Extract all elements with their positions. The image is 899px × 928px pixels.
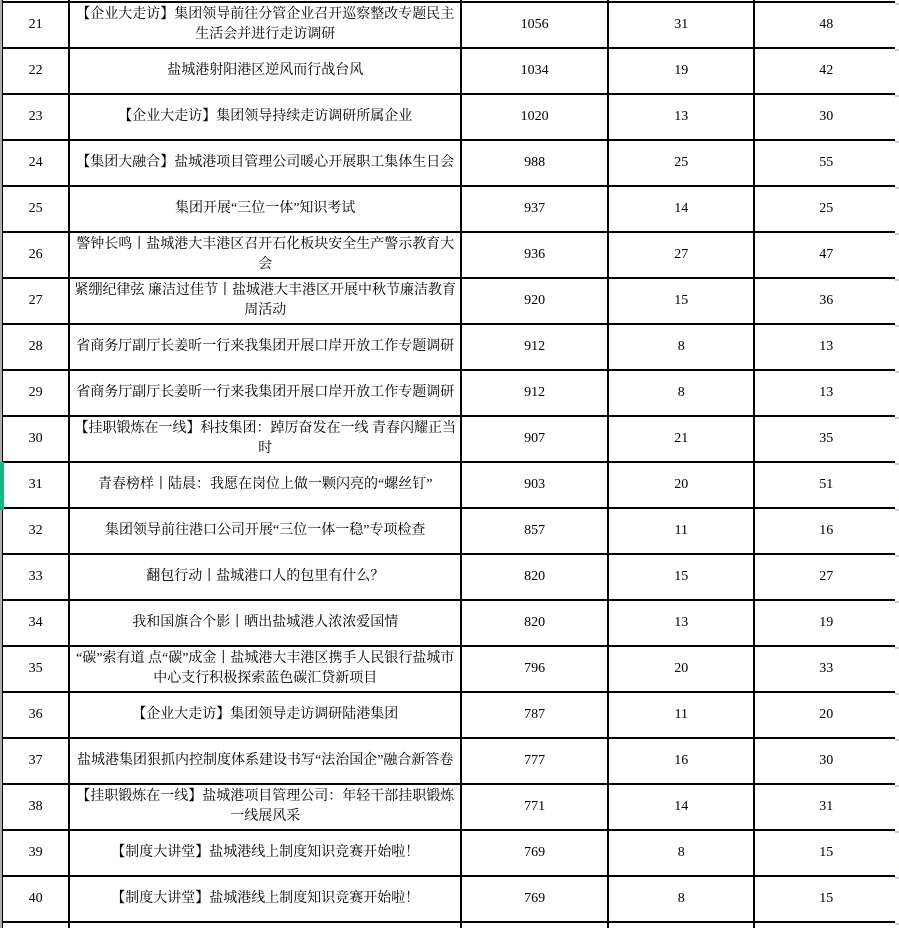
table-row [2,48,898,94]
row-index-cell[interactable]: 21 [2,2,69,48]
title-cell[interactable]: 警钟长鸣丨盐城港大丰港区召开石化板块安全生产警示教育大会 [69,232,461,278]
partial-cell [2,922,69,928]
value3-cell[interactable]: 36 [754,278,898,324]
title-cell[interactable]: 【集团大融合】盐城港项目管理公司暖心开展职工集体生日会 [69,140,461,186]
partial-cell [608,922,754,928]
table-row [2,646,898,692]
row-index-cell[interactable]: 27 [2,278,69,324]
partial-cell [754,922,898,928]
table-row [2,370,898,416]
value2-cell[interactable]: 20 [608,462,754,508]
table-row [2,94,898,140]
value2-cell[interactable]: 13 [608,94,754,140]
title-cell[interactable]: 盐城港集团狠抓内控制度体系建设书写“法治国企”融合新答卷 [69,738,461,784]
value1-cell[interactable]: 937 [461,186,608,232]
value2-cell[interactable]: 11 [608,692,754,738]
title-cell[interactable]: “碳”索有道 点“碳”成金丨盐城港大丰港区携手人民银行盐城市中心支行积极探索蓝色碳汇贷新项目 [69,646,461,692]
value1-cell[interactable]: 1056 [461,2,608,48]
row-index-cell[interactable]: 26 [2,232,69,278]
table-row [2,232,898,278]
value2-cell[interactable]: 13 [608,600,754,646]
value3-cell[interactable]: 13 [754,370,898,416]
title-cell[interactable]: 青春榜样丨陆晨：我愿在岗位上做一颗闪亮的“螺丝钉” [69,462,461,508]
value2-cell[interactable]: 11 [608,508,754,554]
row-index-cell[interactable]: 25 [2,186,69,232]
table-row [2,416,898,462]
value2-cell[interactable]: 8 [608,830,754,876]
row-index-cell[interactable]: 22 [2,48,69,94]
title-cell[interactable]: 省商务厅副厅长姜昕一行来我集团开展口岸开放工作专题调研 [69,370,461,416]
value2-cell[interactable]: 15 [608,278,754,324]
table-row [2,278,898,324]
value2-cell[interactable]: 15 [608,554,754,600]
value1-cell[interactable]: 796 [461,646,608,692]
value1-cell[interactable]: 988 [461,140,608,186]
table-row [2,784,898,830]
value3-cell[interactable]: 51 [754,462,898,508]
value2-cell[interactable]: 31 [608,2,754,48]
row-index-cell[interactable]: 36 [2,692,69,738]
value3-cell[interactable]: 33 [754,646,898,692]
title-cell[interactable]: 【企业大走访】集团领导前往分管企业召开巡察整改专题民主生活会并进行走访调研 [69,2,461,48]
table-row [2,830,898,876]
table-row [2,692,898,738]
value1-cell[interactable]: 769 [461,830,608,876]
value3-cell[interactable]: 35 [754,416,898,462]
value1-cell[interactable]: 1034 [461,48,608,94]
value3-cell[interactable]: 13 [754,324,898,370]
row-index-cell[interactable]: 35 [2,646,69,692]
table-row [2,554,898,600]
title-cell[interactable]: 【挂职锻炼在一线】科技集团：踔厉奋发在一线 青春闪耀正当时 [69,416,461,462]
title-cell[interactable]: 省商务厅副厅长姜昕一行来我集团开展口岸开放工作专题调研 [69,324,461,370]
row-index-cell[interactable]: 23 [2,94,69,140]
value2-cell[interactable]: 20 [608,646,754,692]
value3-cell[interactable]: 42 [754,48,898,94]
value1-cell[interactable]: 820 [461,600,608,646]
value2-cell[interactable]: 8 [608,324,754,370]
table-row [2,186,898,232]
value2-cell[interactable]: 25 [608,140,754,186]
table-row [2,324,898,370]
title-cell[interactable]: 【挂职锻炼在一线】盐城港项目管理公司：年轻干部挂职锻炼一线展风采 [69,784,461,830]
table-row [2,2,898,48]
partial-cell [69,922,461,928]
value1-cell[interactable]: 777 [461,738,608,784]
value3-cell[interactable]: 16 [754,508,898,554]
value1-cell[interactable]: 936 [461,232,608,278]
table-row [2,140,898,186]
value1-cell[interactable]: 771 [461,784,608,830]
value1-cell[interactable]: 1020 [461,94,608,140]
table-row [2,508,898,554]
row-index-cell[interactable]: 39 [2,830,69,876]
title-cell[interactable]: 翻包行动丨盐城港口人的包里有什么？ [69,554,461,600]
value1-cell[interactable]: 920 [461,278,608,324]
value3-cell[interactable]: 31 [754,784,898,830]
value2-cell[interactable]: 8 [608,370,754,416]
table-row [2,738,898,784]
partial-row-below [2,922,898,928]
row-index-cell[interactable]: 29 [2,370,69,416]
right-margin-gridlines [895,0,899,928]
table-row [2,600,898,646]
title-cell[interactable]: 我和国旗合个影丨晒出盐城港人浓浓爱国情 [69,600,461,646]
value3-cell[interactable]: 20 [754,692,898,738]
value3-cell[interactable]: 48 [754,2,898,48]
row-index-cell[interactable]: 33 [2,554,69,600]
title-cell[interactable]: 【制度大讲堂】盐城港线上制度知识竞赛开始啦！ [69,876,461,922]
value2-cell[interactable]: 8 [608,876,754,922]
value3-cell[interactable]: 47 [754,232,898,278]
title-cell[interactable]: 紧绷纪律弦 廉洁过佳节丨盐城港大丰港区开展中秋节廉洁教育周活动 [69,278,461,324]
value3-cell[interactable]: 19 [754,600,898,646]
value2-cell[interactable]: 19 [608,48,754,94]
value2-cell[interactable]: 14 [608,784,754,830]
value2-cell[interactable]: 27 [608,232,754,278]
value3-cell[interactable]: 15 [754,876,898,922]
value3-cell[interactable]: 30 [754,738,898,784]
row-index-cell[interactable]: 38 [2,784,69,830]
value3-cell[interactable]: 55 [754,140,898,186]
title-cell[interactable]: 【企业大走访】集团领导持续走访调研所属企业 [69,94,461,140]
table-row [2,876,898,922]
row31-selection-accent-bar [0,462,4,510]
value2-cell[interactable]: 21 [608,416,754,462]
value2-cell[interactable]: 16 [608,738,754,784]
value1-cell[interactable]: 787 [461,692,608,738]
partial-cell [461,922,608,928]
row-index-cell[interactable]: 30 [2,416,69,462]
value3-cell[interactable]: 30 [754,94,898,140]
row-index-cell[interactable]: 28 [2,324,69,370]
row-index-cell[interactable]: 32 [2,508,69,554]
table-row-selected [2,462,898,508]
value2-cell[interactable]: 14 [608,186,754,232]
row-index-cell[interactable]: 37 [2,738,69,784]
row-index-cell[interactable]: 24 [2,140,69,186]
title-cell[interactable]: 盐城港射阳港区逆风而行战台风 [69,48,461,94]
title-cell[interactable]: 集团开展“三位一体”知识考试 [69,186,461,232]
value3-cell[interactable]: 15 [754,830,898,876]
row-index-cell[interactable]: 34 [2,600,69,646]
title-cell[interactable]: 【企业大走访】集团领导走访调研陆港集团 [69,692,461,738]
value1-cell[interactable]: 907 [461,416,608,462]
value1-cell[interactable]: 820 [461,554,608,600]
title-cell[interactable]: 集团领导前往港口公司开展“三位一体一稳”专项检查 [69,508,461,554]
row-index-cell[interactable]: 40 [2,876,69,922]
title-cell[interactable]: 【制度大讲堂】盐城港线上制度知识竞赛开始啦！ [69,830,461,876]
value1-cell[interactable]: 912 [461,370,608,416]
value3-cell[interactable]: 25 [754,186,898,232]
report-table [1,0,899,928]
value1-cell[interactable]: 903 [461,462,608,508]
row-index-cell[interactable]: 31 [2,462,69,508]
value3-cell[interactable]: 27 [754,554,898,600]
value1-cell[interactable]: 857 [461,508,608,554]
value1-cell[interactable]: 769 [461,876,608,922]
value1-cell[interactable]: 912 [461,324,608,370]
